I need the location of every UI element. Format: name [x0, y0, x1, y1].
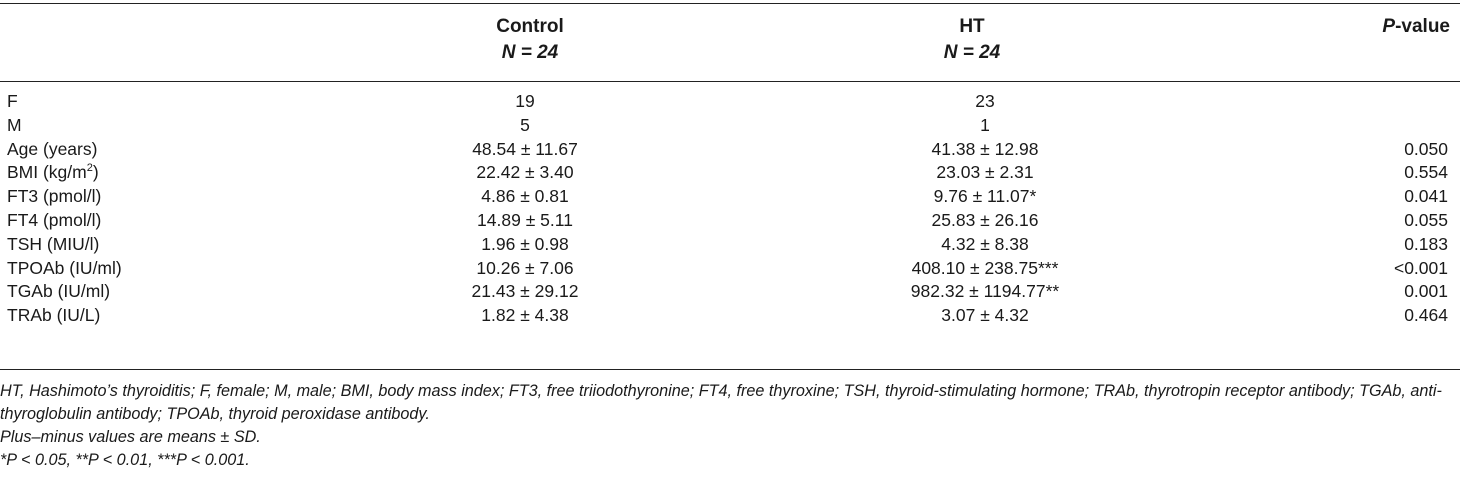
control-n: N = 24	[501, 42, 559, 63]
table-row	[0, 304, 1460, 328]
p-cell: 0.001	[1404, 281, 1448, 302]
table-row	[0, 138, 1460, 162]
abbreviations-note: HT, Hashimoto’s thyroiditis; F, female; M, male; BMI, body mass index; FT3, free triiodothyronine; FT4, free thyroxine; TSH, thyroid-stimulating hormone; TRAb, thyrotropin receptor antibody; TGAb, anti-thyroglobulin antibody; TPOAb, thyroid peroxidase antibody.	[0, 382, 1442, 423]
column-header-control	[400, 14, 660, 66]
p-cell: 0.183	[1404, 233, 1448, 254]
header-rule	[0, 81, 1460, 82]
table-row	[0, 90, 1460, 114]
significance-note: *P < 0.05, **P < 0.01, ***P < 0.001.	[0, 451, 250, 469]
row-label: Age (years)	[7, 138, 98, 159]
column-header-p-value	[1310, 14, 1450, 40]
p-cell: 0.041	[1404, 186, 1448, 207]
ht-cell: 41.38 ± 12.98	[931, 138, 1039, 159]
ht-cell: 408.10 ± 238.75***	[911, 257, 1059, 278]
control-cell: 1.82 ± 4.38	[481, 305, 569, 326]
row-label-superscript: 2	[86, 162, 93, 175]
control-cell: 48.54 ± 11.67	[472, 138, 578, 159]
row-label: FT4 (pmol/l)	[7, 209, 102, 230]
row-label-text: BMI (kg/m	[7, 162, 87, 183]
row-label: TPOAb (IU/ml)	[7, 257, 122, 278]
ht-label: HT	[959, 16, 985, 37]
values-note: Plus–minus values are means ± SD.	[0, 428, 261, 446]
ht-cell: 9.76 ± 11.07*	[933, 186, 1037, 207]
row-label-close: )	[92, 162, 99, 183]
row-label: M	[7, 114, 22, 135]
p-cell: 0.055	[1404, 209, 1448, 230]
row-label: TSH (MIU/l)	[7, 233, 100, 254]
control-cell: 1.96 ± 0.98	[481, 233, 569, 254]
control-cell: 10.26 ± 7.06	[476, 257, 574, 278]
row-label	[7, 161, 99, 185]
table-footnotes	[0, 380, 1450, 472]
ht-cell: 25.83 ± 26.16	[931, 209, 1039, 230]
table-body	[0, 90, 1460, 328]
control-cell: 14.89 ± 5.11	[477, 209, 573, 230]
p-cell: 0.050	[1404, 138, 1448, 159]
control-cell: 22.42 ± 3.40	[476, 162, 574, 183]
table-row	[0, 280, 1460, 304]
column-header-ht	[842, 14, 1102, 66]
control-cell: 4.86 ± 0.81	[481, 186, 569, 207]
ht-cell: 23	[975, 91, 995, 111]
control-cell: 19	[515, 91, 535, 111]
p-label-italic: P	[1382, 16, 1396, 37]
ht-cell: 982.32 ± 1194.77**	[910, 281, 1060, 302]
row-label: TRAb (IU/L)	[7, 305, 101, 326]
p-cell: 0.464	[1404, 305, 1448, 326]
table-row	[0, 257, 1460, 281]
control-cell: 21.43 ± 29.12	[471, 281, 579, 302]
p-label-rest: -value	[1395, 16, 1450, 37]
control-label: Control	[496, 16, 564, 37]
ht-cell: 1	[980, 114, 990, 135]
ht-n: N = 24	[943, 42, 1001, 63]
table-row	[0, 114, 1460, 138]
row-label: TGAb (IU/ml)	[7, 281, 111, 302]
ht-cell: 4.32 ± 8.38	[941, 233, 1029, 254]
table-row	[0, 233, 1460, 257]
bottom-rule	[0, 369, 1460, 370]
control-cell: 5	[520, 114, 530, 135]
top-rule	[0, 3, 1460, 4]
ht-cell: 3.07 ± 4.32	[941, 305, 1029, 326]
p-cell: 0.554	[1404, 162, 1448, 183]
table-row	[0, 185, 1460, 209]
ht-cell: 23.03 ± 2.31	[936, 162, 1034, 183]
p-cell: <0.001	[1393, 257, 1448, 278]
table-row	[0, 209, 1460, 233]
row-label: F	[7, 91, 18, 111]
table-row	[0, 161, 1460, 185]
row-label: FT3 (pmol/l)	[7, 186, 102, 207]
